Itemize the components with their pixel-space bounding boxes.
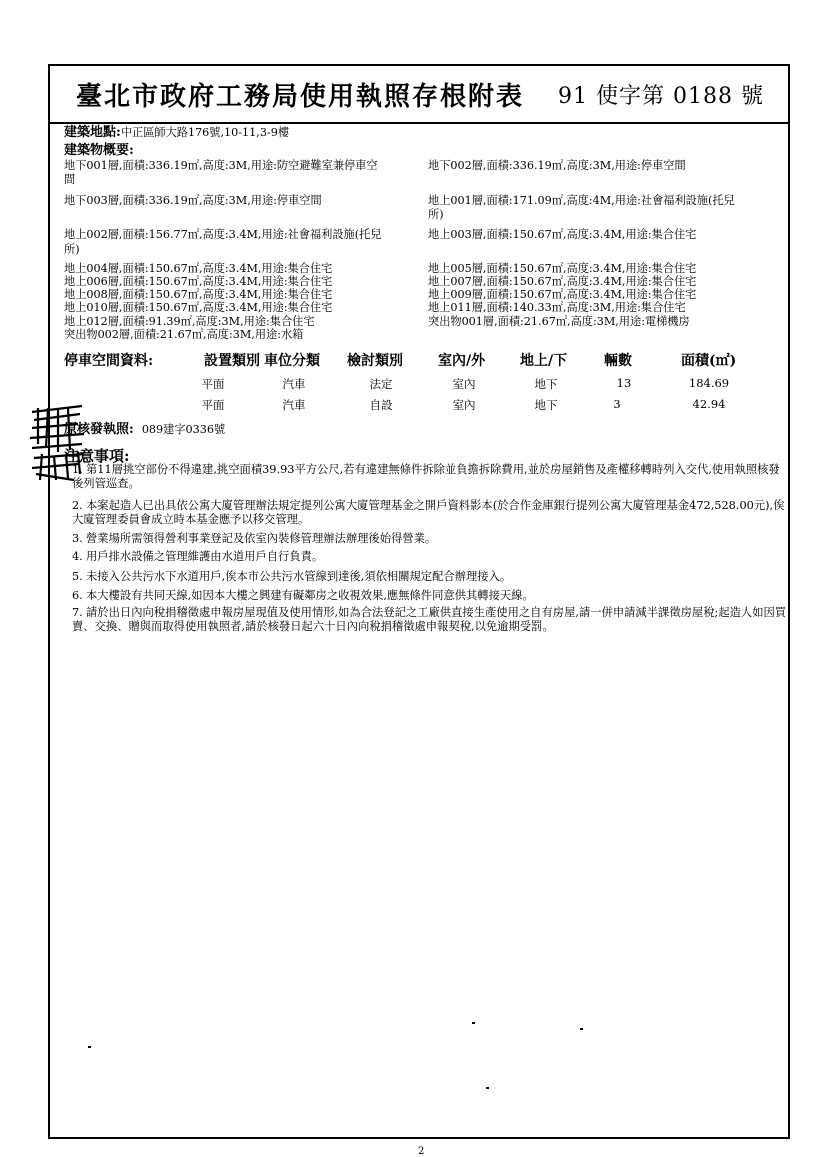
- parking-cell: 汽車: [282, 398, 306, 412]
- parking-header: 檢討類別: [347, 353, 403, 369]
- note-item: 4. 用戶排水設備之管理維護由水道用戶自行負責。: [72, 550, 324, 563]
- floor-left-line: 所): [64, 243, 80, 256]
- floor-left-line: 地上002層,面積:156.77㎡,高度:3.4M,用途:社會福利設施(托兒: [64, 228, 382, 241]
- floor-right-line: 地上001層,面積:171.09㎡,高度:4M,用途:社會福利設施(托兒: [428, 194, 735, 207]
- note-text: 用戶排水設備之管理維護由水道用戶自行負責。: [86, 550, 324, 563]
- parking-cell: 地下: [534, 377, 558, 391]
- note-item: 3. 營業場所需領得營利事業登記及依室內裝修管理辦法辦理後始得營業。: [72, 532, 437, 545]
- original-permit-line: [64, 424, 225, 436]
- floor-right-line: 所): [428, 208, 444, 221]
- floor-left-line: 地上004層,面積:150.67㎡,高度:3.4M,用途:集合住宅: [64, 262, 333, 275]
- document-header: [50, 66, 788, 124]
- parking-cell: 室內: [452, 398, 476, 412]
- floor-left-line: 地上006層,面積:150.67㎡,高度:3.4M,用途:集合住宅: [64, 275, 333, 288]
- address-value: 中正區師大路176號,10-11,3-9樓: [120, 126, 290, 139]
- original-permit-value: 089建字0336號: [141, 423, 226, 436]
- parking-cell: 室內: [452, 377, 476, 391]
- parking-cell: 地下: [534, 398, 558, 412]
- parking-header: 車位分類: [264, 353, 320, 369]
- floor-right-line: 突出物001層,面積:21.67㎡,高度:3M,用途:電梯機房: [428, 315, 690, 328]
- note-text: 營業場所需領得營利事業登記及依室內裝修管理辦法辦理後始得營業。: [86, 532, 437, 545]
- parking-header: 面積(㎡): [681, 353, 737, 369]
- parking-cell: 13: [616, 376, 632, 390]
- note-text: 未接入公共污水下水道用戶,俟本市公共污水管線到達後,須依相關規定配合辦理接入。: [86, 570, 512, 583]
- floor-left-line: 地下003層,面積:336.19㎡,高度:3M,用途:停車空間: [64, 194, 322, 207]
- parking-cell: 法定: [369, 377, 393, 391]
- parking-header: 室內/外: [438, 353, 486, 369]
- floor-right-line: 地上005層,面積:150.67㎡,高度:3.4M,用途:集合住宅: [428, 262, 697, 275]
- floor-left-line: 突出物002層,面積:21.67㎡,高度:3M,用途:水箱: [64, 328, 304, 341]
- address-line: [64, 127, 289, 139]
- floor-right-line: 地上011層,面積:140.33㎡,高度:3M,用途:集合住宅: [428, 301, 686, 314]
- floor-left-line: 地下001層,面積:336.19㎡,高度:3M,用途:防空避難室兼停車空: [64, 159, 378, 172]
- scan-speck: [486, 1087, 489, 1089]
- permit-number: 91 使字第 0188 號: [558, 84, 764, 109]
- notes-label: 注意事項:: [64, 447, 130, 465]
- page-number: 2: [418, 1146, 425, 1157]
- floor-right-line: 地上003層,面積:150.67㎡,高度:3.4M,用途:集合住宅: [428, 228, 697, 241]
- parking-cell: 自設: [369, 398, 393, 412]
- original-permit-label: 原核發執照:: [64, 422, 134, 437]
- parking-header: 地上/下: [520, 353, 568, 369]
- floor-left-line: 地上012層,面積:91.39㎡,高度:3M,用途:集合住宅: [64, 315, 315, 328]
- document-title: 臺北市政府工務局使用執照存根附表: [76, 82, 525, 112]
- parking-header: 設置類別: [204, 353, 260, 369]
- floor-left-line: 地上008層,面積:150.67㎡,高度:3.4M,用途:集合住宅: [64, 288, 333, 301]
- note-text: 請於出日內向稅捐稽徵處申報房屋現值及使用情形,如為合法登記之工廠供直接生產使用之自有房屋,請一併申請減半課徵房屋稅;起造人如因買賣、交換、贈與而取得使用執照者,請於核發日起六十日內向稅捐稽徵處申報契稅,以免逾期受罰。: [72, 606, 787, 633]
- floor-left-line: 間: [64, 173, 76, 186]
- note-text: 第11層挑空部份不得違建,挑空面積39.93平方公尺,若有違建無條件拆除並負擔拆除費用,並於房屋銷售及產權移轉時列入交代,使用執照核發後列管巡查。: [72, 463, 780, 490]
- note-text: 本大樓設有共同天線,如因本大樓之興建有礙鄰房之收視效果,應無條件同意供其轉接天線。: [86, 589, 534, 602]
- parking-header: 輛數: [604, 353, 632, 369]
- floor-right-line: 地上007層,面積:150.67㎡,高度:3.4M,用途:集合住宅: [428, 275, 697, 288]
- scan-speck: [472, 1022, 475, 1024]
- note-item: 6. 本大樓設有共同天線,如因本大樓之興建有礙鄰房之收視效果,應無條件同意供其轉接天線。: [72, 589, 534, 602]
- note-item: 7. 請於出日內向稅捐稽徵處申報房屋現值及使用情形,如為合法登記之工廠供直接生產使用之自有房屋,請一併申請減半課徵房屋稅;起造人如因買賣、交換、贈與而取得使用執照者,請於核發日起六十日內向稅捐稽徵處申報契稅,以免逾期受罰。: [72, 606, 787, 633]
- address-label: 建築地點:: [64, 125, 121, 140]
- floor-left-line: 地上010層,面積:150.67㎡,高度:3.4M,用途:集合住宅: [64, 301, 333, 314]
- parking-cell: 平面: [201, 398, 225, 412]
- note-item: 5. 未接入公共污水下水道用戶,俟本市公共污水管線到達後,須依相關規定配合辦理接入。: [72, 570, 512, 583]
- floor-right-line: 地上009層,面積:150.67㎡,高度:3.4M,用途:集合住宅: [428, 288, 697, 301]
- scan-speck: [580, 1028, 583, 1030]
- parking-cell: 平面: [201, 377, 225, 391]
- scan-speck: [88, 1046, 91, 1048]
- note-item: 2. 本案起造人已出具依公寓大廈管理辦法規定提列公寓大廈管理基金之開戶資料影本(於合作金庫銀行提列公寓大廈管理基金472,528.00元),俟大廈管理委員會成立時本基金應予以移交管理。: [72, 499, 785, 526]
- floor-right-line: 地下002層,面積:336.19㎡,高度:3M,用途:停車空間: [428, 159, 686, 172]
- overview-label: 建築物概要:: [64, 143, 134, 158]
- parking-label: 停車空間資料:: [64, 353, 154, 369]
- parking-cell: 42.94: [692, 397, 726, 411]
- note-item: 1. 第11層挑空部份不得違建,挑空面積39.93平方公尺,若有違建無條件拆除並負擔拆除費用,並於房屋銷售及產權移轉時列入交代,使用執照核發後列管巡查。: [72, 463, 780, 490]
- parking-cell: 3: [613, 397, 621, 411]
- parking-cell: 汽車: [282, 377, 306, 391]
- note-text: 本案起造人已出具依公寓大廈管理辦法規定提列公寓大廈管理基金之開戶資料影本(於合作金庫銀行提列公寓大廈管理基金472,528.00元),俟大廈管理委員會成立時本基金應予以移交管理。: [72, 499, 785, 526]
- parking-cell: 184.69: [688, 376, 730, 390]
